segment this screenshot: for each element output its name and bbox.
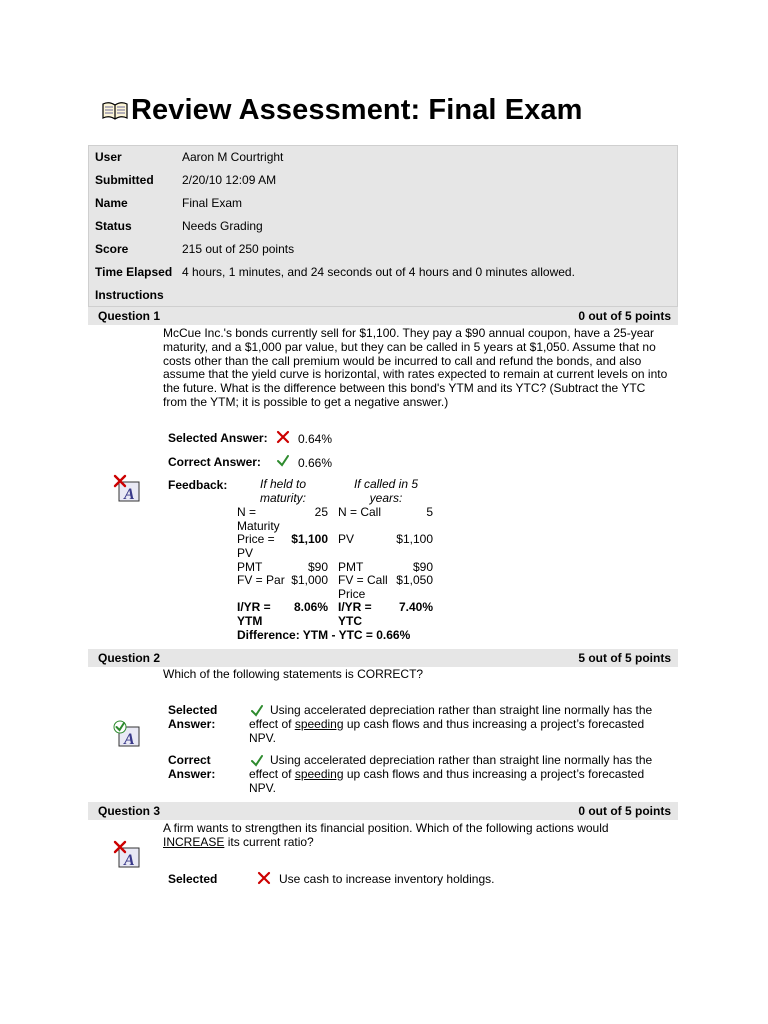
feedback-cell: I/YR =: [338, 600, 372, 614]
question-text-line: maturity, and a $1,000 par value, but they can be called in 5 years at $1,050. Assume that no: [163, 339, 656, 354]
feedback-col-head-called: [338, 478, 434, 506]
answer-line: [249, 768, 674, 782]
feedback-n-call-value: 5: [426, 505, 433, 519]
incorrect-answer-status-icon: [112, 474, 142, 504]
question-text-line: costs other than the call premium would be incurred to call and refund the bonds, and also: [163, 353, 642, 368]
feedback-head-text: If called in 5: [353, 477, 419, 491]
label-line: Answer:: [168, 716, 216, 731]
question-3-text: [163, 822, 673, 850]
answer-line: Using accelerated depreciation rather than straight line normally has the: [270, 753, 653, 767]
correct-answer-value: 0.66%: [298, 456, 333, 470]
question-underlined-word: INCREASE: [163, 834, 225, 849]
question-2-text: Which of the following statements is CORRECT?: [163, 667, 424, 681]
feedback-cell: Price: [338, 586, 366, 601]
question-points: 0 out of 5 points: [578, 309, 671, 323]
info-value: 2/20/10 12:09 AM: [182, 173, 277, 187]
question-text-line: A firm wants to strengthen its financial position. Which of the following actions would: [163, 821, 609, 835]
svg-text:A: A: [124, 852, 135, 869]
answer-text: up cash flows and thus increasing a project’s forecasted: [343, 766, 645, 781]
question-text-line: from the YTM; it is possible to get a negative answer.): [163, 394, 449, 409]
feedback-head-text: If held to: [259, 477, 307, 491]
info-row-instructions: [95, 285, 182, 305]
question-text-line: the future. What is the difference between this bond's YTM and its YTC? (Subtract the YTC: [163, 381, 646, 396]
feedback-cell: YTC: [338, 613, 362, 628]
info-row-time-elapsed: [95, 262, 575, 282]
selected-answer-label: Selected: [168, 872, 218, 886]
info-value: 4 hours, 1 minutes, and 24 seconds out of 4 hours and 0 minutes allowed.: [182, 265, 575, 279]
info-row-submitted: [95, 170, 276, 190]
selected-answer-text: [249, 704, 674, 745]
selected-answer-value: 0.64%: [298, 432, 333, 446]
feedback-head-text: years:: [369, 490, 403, 505]
page-title: Review Assessment: Final Exam: [131, 93, 583, 126]
feedback-head-text: maturity:: [259, 490, 306, 505]
feedback-n-value: 25: [314, 505, 328, 519]
feedback-pmt2-value: $90: [412, 560, 433, 574]
answer-text: effect of: [249, 716, 295, 731]
answer-line: NPV.: [249, 780, 276, 795]
question-label: Question 1: [98, 309, 161, 323]
selected-answer-label: [168, 704, 217, 732]
question-points: 5 out of 5 points: [578, 651, 671, 665]
question-1-header: [88, 307, 678, 325]
question-text: its current ratio?: [224, 834, 314, 849]
feedback-price-value: $1,100: [291, 532, 328, 546]
answer-text: effect of: [249, 766, 295, 781]
feedback-cell: N =: [237, 505, 257, 519]
incorrect-x-icon: [257, 871, 271, 885]
info-label: Score: [95, 242, 129, 256]
feedback-cell: YTM: [237, 613, 263, 628]
question-text-line: McCue Inc.'s bonds currently sell for $1,100. They pay a $90 annual coupon, have a 25-year: [163, 326, 655, 340]
info-label: Status: [95, 219, 132, 233]
feedback-col-head-maturity: [237, 478, 329, 506]
svg-text:A: A: [124, 731, 135, 748]
feedback-pmt-value: $90: [307, 560, 328, 574]
info-row-score: [95, 239, 294, 259]
correct-answer-label: [168, 754, 215, 782]
question-text-line: assume that the yield curve is horizontal, with rates expected to remain at current levels on into: [163, 367, 668, 382]
feedback-pv2-value: $1,100: [396, 532, 433, 546]
correct-answer-text: [249, 754, 674, 795]
svg-text:A: A: [124, 486, 135, 503]
answer-line: Using accelerated depreciation rather than straight line normally has the: [270, 703, 653, 717]
info-row-status: [95, 216, 263, 236]
feedback-label: Feedback:: [168, 478, 228, 492]
feedback-fv2-value: $1,050: [396, 573, 433, 587]
question-points: 0 out of 5 points: [578, 804, 671, 818]
answer-line: NPV.: [249, 730, 276, 745]
info-label: Name: [95, 196, 128, 210]
label-line: Answer:: [168, 766, 216, 781]
correct-answer-status-icon: [112, 719, 142, 749]
answer-line: [249, 718, 674, 732]
book-icon: [101, 99, 129, 121]
question-label: Question 3: [98, 804, 161, 818]
correct-check-icon: [276, 454, 290, 468]
feedback-pmt2-label: PMT: [338, 560, 364, 574]
feedback-iyr-value: 8.06%: [293, 600, 328, 614]
info-value: Final Exam: [182, 196, 243, 210]
info-label: User: [95, 150, 122, 164]
question-1-text: [163, 327, 673, 410]
correct-answer-label: Correct Answer:: [168, 455, 261, 469]
feedback-cell: PV: [237, 545, 254, 560]
feedback-iyr2-value: 7.40%: [398, 600, 433, 614]
incorrect-answer-status-icon: [112, 840, 142, 870]
label-line: Correct: [168, 753, 211, 767]
feedback-cell: Price =: [237, 532, 275, 546]
info-row-user: [95, 147, 283, 167]
title-row: [101, 90, 583, 130]
feedback-difference: Difference: YTM - YTC = 0.66%: [237, 628, 411, 642]
info-value: 215 out of 250 points: [182, 242, 295, 256]
feedback-n-label: [237, 506, 280, 534]
answer-text: up cash flows and thus increasing a project’s forecasted: [343, 716, 645, 731]
info-label: Submitted: [95, 173, 154, 187]
label-line: Selected: [168, 703, 218, 717]
feedback-price-label: [237, 533, 275, 561]
answer-underlined-word: speeding: [294, 716, 344, 731]
feedback-pmt-label: PMT: [237, 560, 263, 574]
feedback-cell: Maturity: [237, 518, 280, 533]
answer-underlined-word: speeding: [294, 766, 344, 781]
info-value: Needs Grading: [182, 219, 263, 233]
question-label: Question 2: [98, 651, 161, 665]
feedback-pv2-label: PV: [338, 532, 355, 546]
incorrect-x-icon: [276, 430, 290, 444]
feedback-fv-value: $1,000: [291, 573, 328, 587]
question-3-header: [88, 802, 678, 820]
question-2-header: [88, 649, 678, 667]
info-row-name: [95, 193, 242, 213]
info-value: Aaron M Courtright: [182, 150, 284, 164]
feedback-cell: I/YR =: [237, 600, 271, 614]
selected-answer-value: Use cash to increase inventory holdings.: [279, 872, 495, 886]
question-text-line: [163, 836, 673, 850]
feedback-fv2-label: [338, 574, 388, 602]
info-label: Time Elapsed: [95, 265, 173, 279]
feedback-iyr-label: [237, 601, 271, 629]
submission-info-box: [88, 145, 678, 307]
feedback-iyr2-label: [338, 601, 372, 629]
feedback-n-call-label: N = Call: [338, 505, 382, 519]
feedback-cell: FV = Call: [338, 573, 388, 587]
info-label: Instructions: [95, 288, 164, 302]
selected-answer-label: Selected Answer:: [168, 431, 268, 445]
feedback-fv-label: FV = Par: [237, 573, 285, 587]
